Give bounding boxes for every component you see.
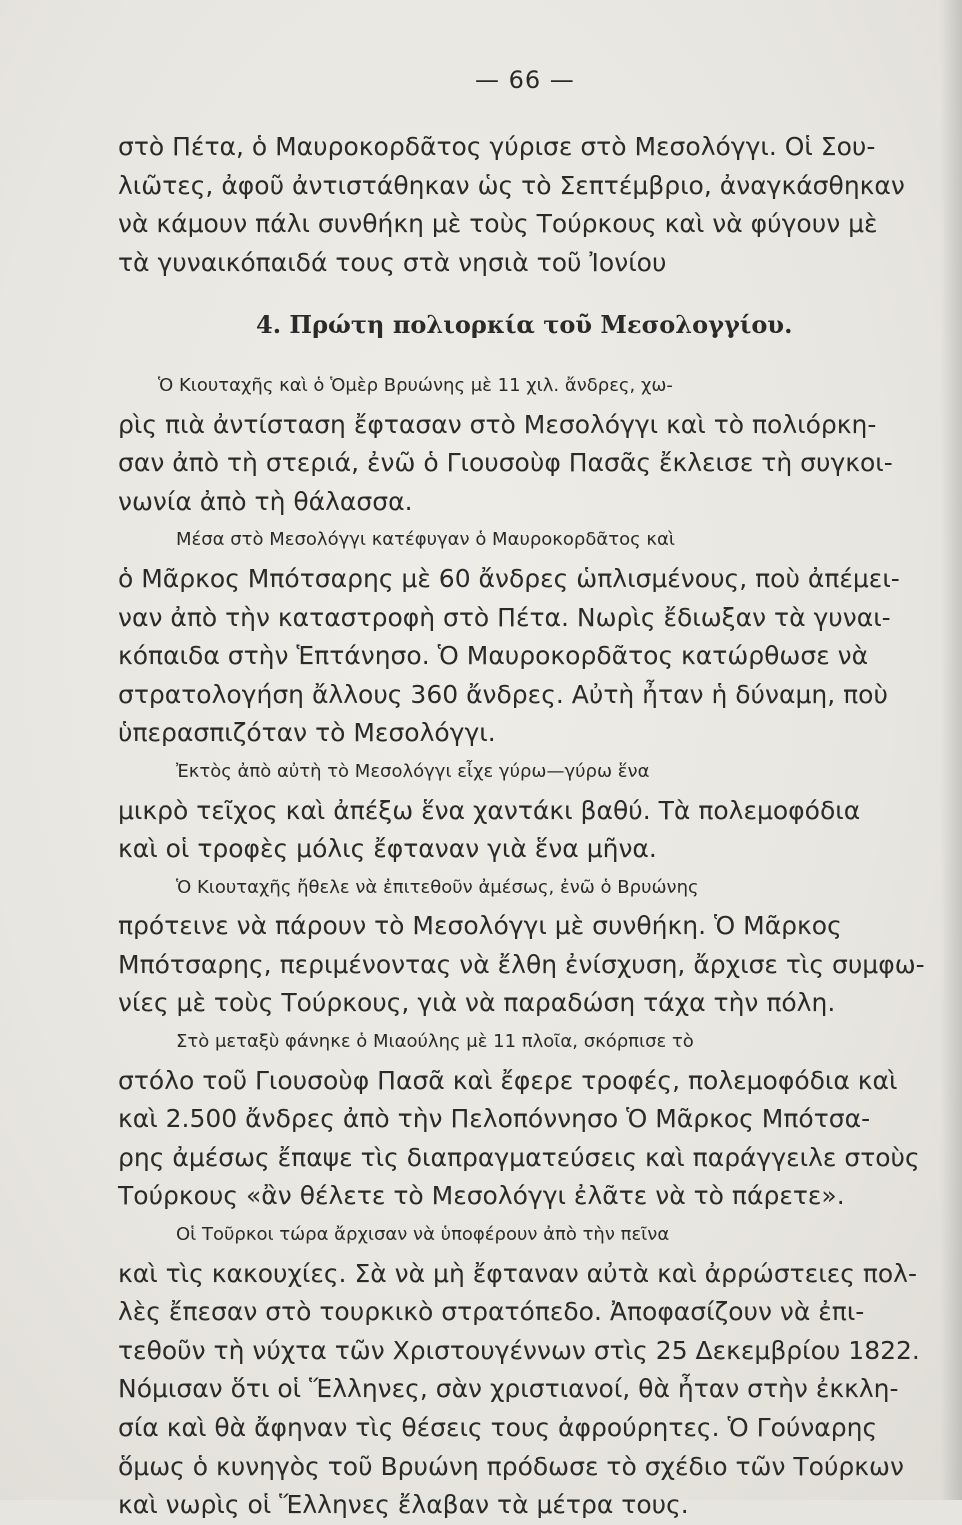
text-line: στόλο τοῦ Γιουσοὺφ Πασᾶ καὶ ἔφερε τροφές, πολεμοφόδια καὶ xyxy=(118,1065,898,1095)
text-line: Μέσα στὸ Μεσολόγγι κατέφυγαν ὁ Μαυροκορδᾶτος καὶ xyxy=(176,529,675,551)
text-line: λὲς ἔπεσαν στὸ τουρκικὸ στρατόπεδο. Ἀποφασίζουν νὰ ἐπι- xyxy=(118,1297,865,1327)
text-line: ναν ἀπὸ τὴν καταστροφὴ στὸ Πέτα. Νωρὶς ἔδιωξαν τὰ γυναι- xyxy=(118,602,891,632)
text-line: σαν ἀπὸ τὴ στεριά, ἐνῶ ὁ Γιουσοὺφ Πασᾶς ἔκλεισε τὴ συγκοι- xyxy=(118,448,893,478)
text-line: καὶ τὶς κακουχίες. Σὰ νὰ μὴ ἔφταναν αὐτὰ καὶ ἀρρώστειες πολ- xyxy=(118,1258,917,1288)
text-line: σία καὶ θὰ ἄφηναν τὶς θέσεις τους ἀφρούρητες. Ὁ Γούναρης xyxy=(118,1413,878,1442)
text-line: λιῶτες, ἀφοῦ ἀντιστάθηκαν ὡς τὸ Σεπτέμβριο, ἀναγκάσθηκαν xyxy=(118,170,905,200)
text-line: ρὶς πιὰ ἀντίσταση ἔφτασαν στὸ Μεσολόγγι καὶ τὸ πολιόρκη- xyxy=(118,409,877,439)
text-line: Νόμισαν ὅτι οἱ Ἕλληνες, σὰν χριστιανοί, θὰ ἦταν στὴν ἐκκλη- xyxy=(118,1374,899,1404)
text-line: κόπαιδα στὴν Ἑπτάνησο. Ὁ Μαυροκορδᾶτος κατώρθωσε νὰ xyxy=(118,641,869,671)
text-line: καὶ οἱ τροφὲς μόλις ἔφταναν γιὰ ἕνα μῆνα. xyxy=(118,834,657,864)
text-line: τὰ γυναικόπαιδά τους στὰ νησιὰ τοῦ Ἰονίου xyxy=(118,247,667,277)
text-line: νίες μὲ τοὺς Τούρκους, γιὰ νὰ παραδώση τάχα τὴν πόλη. xyxy=(118,988,836,1018)
text-line: Μπότσαρης, περιμένοντας νὰ ἔλθη ἐνίσχυση, ἄρχισε τὶς συμφω- xyxy=(118,949,925,979)
text-line: Ὁ Κιουταχῆς καὶ ὁ Ὁμὲρ Βρυώνης μὲ 11 χιλ. ἄνδρες, χω- xyxy=(158,374,673,396)
text-line: ρης ἀμέσως ἔπαψε τὶς διαπραγματεύσεις καὶ παράγγειλε στοὺς xyxy=(118,1142,920,1172)
page-number: — 66 — xyxy=(475,66,575,94)
text-line: καὶ νωρὶς οἱ Ἕλληνες ἔλαβαν τὰ μέτρα τους. xyxy=(118,1490,689,1520)
text-line: στρατολογήση ἄλλους 360 ἄνδρες. Αὐτὴ ἦταν ἡ δύναμη, ποὺ xyxy=(118,679,888,709)
text-line: Τούρκους «ἂν θέλετε τὸ Μεσολόγγι ἐλᾶτε νὰ τὸ πάρετε». xyxy=(118,1181,845,1211)
text-line: τεθοῦν τὴ νύχτα τῶν Χριστουγέννων στὶς 25 Δεκεμβρίου 1822. xyxy=(118,1335,920,1365)
text-line: ὁ Μᾶρκος Μπότσαρης μὲ 60 ἄνδρες ὡπλισμένους, ποὺ ἀπέμει- xyxy=(118,563,900,593)
text-line: ὑπερασπιζόταν τὸ Μεσολόγγι. xyxy=(118,718,496,748)
text-line: Οἱ Τοῦρκοι τώρα ἄρχισαν νὰ ὑποφέρουν ἀπὸ τὴν πεῖνα xyxy=(176,1224,670,1246)
text-line: νωνία ἀπὸ τὴ θάλασσα. xyxy=(118,486,413,516)
text-line: ὅμως ὁ κυνηγὸς τοῦ Βρυώνη πρόδωσε τὸ σχέδιο τῶν Τούρκων xyxy=(118,1451,904,1481)
section-heading: 4. Πρώτη πολιορκία τοῦ Μεσολογγίου. xyxy=(256,310,793,340)
text-line: Στὸ μεταξὺ φάνηκε ὁ Μιαούλης μὲ 11 πλοῖα, σκόρπισε τὸ xyxy=(176,1031,694,1053)
text-line: Ὁ Κιουταχῆς ἤθελε νὰ ἐπιτεθοῦν ἀμέσως, ἐνῶ ὁ Βρυώνης xyxy=(176,876,699,898)
text-line: καὶ 2.500 ἄνδρες ἀπὸ τὴν Πελοπόννησο Ὁ Μᾶρκος Μπότσα- xyxy=(118,1104,871,1134)
text-line: Ἐκτὸς ἀπὸ αὐτὴ τὸ Μεσολόγγι εἶχε γύρω—γύρω ἕνα xyxy=(176,760,650,782)
page-edge-shadow xyxy=(940,0,962,1500)
text-line: μικρὸ τεῖχος καὶ ἀπέξω ἕνα χαντάκι βαθύ. Τὰ πολεμοφόδια xyxy=(118,795,861,825)
text-line: νὰ κάμουν πάλι συνθήκη μὲ τοὺς Τούρκους καὶ νὰ φύγουν μὲ xyxy=(118,209,878,239)
text-line: στὸ Πέτα, ὁ Μαυροκορδᾶτος γύρισε στὸ Μεσολόγγι. Οἱ Σου- xyxy=(118,132,876,161)
body-text xyxy=(118,367,938,1525)
page-text xyxy=(118,128,938,1525)
text-line: πρότεινε νὰ πάρουν τὸ Μεσολόγγι μὲ συνθήκη. Ὁ Μᾶρκος xyxy=(118,911,842,941)
